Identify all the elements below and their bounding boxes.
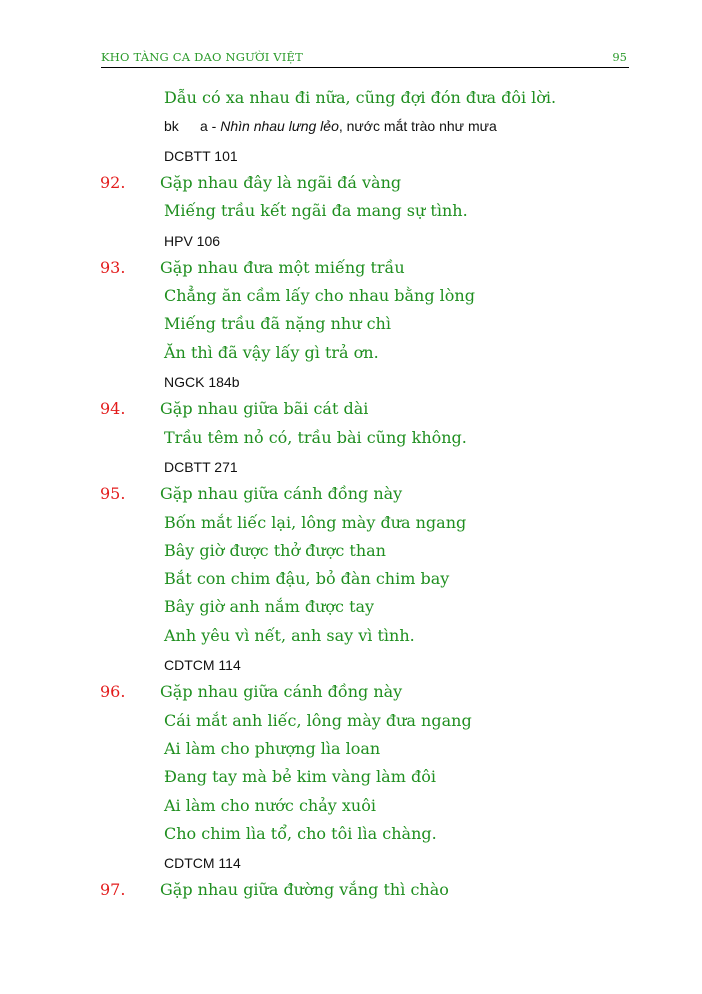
- verse-line: Ai làm cho phượng lìa loan: [164, 738, 381, 758]
- variant-suffix: , nước mắt trào như mưa: [338, 118, 497, 135]
- variant-italic-text: Nhìn nhau lưng lẻo: [220, 118, 339, 135]
- verse-number: 93.: [100, 257, 126, 277]
- source-reference: NGCK 184b: [164, 374, 240, 390]
- verse-line: Miếng trầu kết ngãi đa mang sự tình.: [164, 201, 468, 221]
- verse-line: Gặp nhau đưa một miếng trầu: [160, 257, 405, 277]
- verse-line: Bắt con chim đậu, bỏ đàn chim bay: [164, 569, 450, 589]
- verse-line: Anh yêu vì nết, anh say vì tình.: [164, 625, 415, 645]
- verse-line: Miếng trầu đã nặng như chì: [164, 314, 391, 334]
- verse-line: Cái mắt anh liếc, lông mày đưa ngang: [164, 710, 472, 730]
- source-reference: CDTCM 114: [164, 657, 241, 673]
- verse-number: 92.: [100, 172, 126, 192]
- verse-line: Đang tay mà bẻ kim vàng làm đôi: [164, 767, 436, 787]
- verse-line: Bốn mắt liếc lại, lông mày đưa ngang: [164, 512, 467, 532]
- verse-line: Trầu têm nỏ có, trầu bài cũng không.: [164, 427, 467, 447]
- variant-note: [164, 118, 497, 134]
- verse-line: Dẫu có xa nhau đi nữa, cũng đợi đón đưa đôi lời.: [164, 88, 557, 107]
- verse-line: Gặp nhau giữa đường vắng thì chào: [160, 880, 449, 900]
- page-number: 95: [612, 50, 627, 64]
- verse-line: Bây giờ được thở được than: [164, 540, 386, 560]
- variant-tag: bk: [164, 118, 179, 135]
- verse-number: 94.: [100, 399, 126, 419]
- source-reference: DCBTT 101: [164, 147, 238, 164]
- variant-prefix: a -: [200, 118, 221, 135]
- verse-line: Ăn thì đã vậy lấy gì trả ơn.: [164, 342, 379, 362]
- verse-line: Chẳng ăn cầm lấy cho nhau bằng lòng: [164, 286, 475, 306]
- verse-line: Ai làm cho nước chảy xuôi: [164, 795, 376, 815]
- verse-line: Cho chim lìa tổ, cho tôi lìa chàng.: [164, 823, 437, 843]
- verse-line: Bây giờ anh nắm được tay: [164, 597, 375, 617]
- verse-number: 96.: [100, 682, 126, 702]
- source-reference: DCBTT 271: [164, 458, 238, 475]
- verse-line: Gặp nhau giữa cánh đồng này: [160, 682, 403, 702]
- verse-line: Gặp nhau đây là ngãi đá vàng: [160, 172, 402, 192]
- source-reference: HPV 106: [164, 232, 221, 249]
- page-header: [101, 50, 629, 68]
- verse-line: Gặp nhau giữa bãi cát dài: [160, 399, 369, 419]
- source-reference: CDTCM 114: [164, 855, 241, 872]
- verse-number: 95.: [100, 484, 126, 504]
- book-title: KHO TÀNG CA DAO NGƯỜI VIỆT: [101, 50, 304, 64]
- verse-number: 97.: [100, 880, 126, 900]
- verse-line: Gặp nhau giữa cánh đồng này: [160, 484, 403, 504]
